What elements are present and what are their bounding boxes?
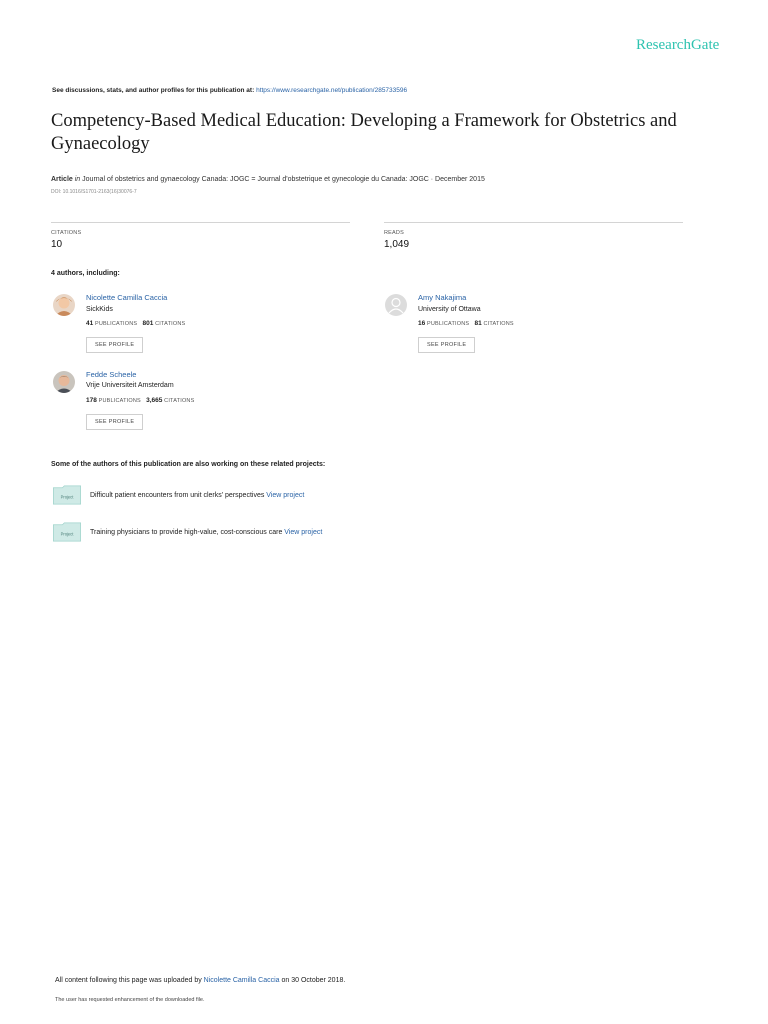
publication-url-link[interactable]: https://www.researchgate.net/publication/285733596 — [256, 87, 408, 94]
reads-value: 1,049 — [384, 239, 410, 250]
citations-count: 81 — [474, 320, 482, 327]
project-folder-icon — [51, 485, 83, 505]
author-counts — [86, 320, 185, 327]
author-name-link[interactable]: Fedde Scheele — [86, 370, 137, 379]
source-text: See discussions, stats, and author profiles for this publication at: — [52, 87, 255, 94]
author-name-link[interactable]: Nicolette Camilla Caccia — [86, 293, 168, 302]
article-title: Competency-Based Medical Education: Developing a Framework for Obstetrics and Gynaecology — [51, 111, 677, 154]
default-user-icon — [385, 294, 407, 316]
author-counts — [86, 397, 194, 404]
upload-text-after: on 30 October 2018. — [281, 977, 346, 984]
publications-label: PUBLICATIONS — [94, 321, 138, 327]
project-icon — [51, 485, 83, 510]
citations-divider — [51, 222, 350, 223]
publications-count: 16 — [418, 320, 426, 327]
author-counts — [418, 320, 514, 327]
article-meta — [51, 176, 485, 183]
project-title: Difficult patient encounters from unit clerks' perspectives — [90, 492, 265, 499]
projects-heading: Some of the authors of this publication are also working on these related projects: — [51, 461, 326, 468]
reads-label: READS — [384, 230, 404, 236]
researchgate-logo[interactable]: ResearchGate — [636, 37, 720, 53]
author-affiliation: Vrije Universiteit Amsterdam — [86, 382, 174, 389]
project-item — [90, 492, 304, 499]
project-title: Training physicians to provide high-value, cost-conscious care — [90, 529, 283, 536]
citations-label: CITATIONS — [155, 321, 186, 327]
citations-label: CITATIONS — [51, 230, 82, 236]
citations-label: CITATIONS — [164, 398, 195, 404]
project-icon-label: Project — [60, 494, 74, 500]
see-profile-button[interactable]: SEE PROFILE — [418, 337, 475, 353]
see-profile-button[interactable]: SEE PROFILE — [86, 414, 143, 430]
publications-label: PUBLICATIONS — [426, 321, 470, 327]
project-folder-icon — [51, 522, 83, 542]
citations-value: 10 — [51, 239, 63, 250]
author-avatar[interactable] — [53, 371, 75, 393]
project-item — [90, 529, 322, 536]
reads-divider — [384, 222, 683, 223]
author-affiliation: SickKids — [86, 306, 113, 313]
enhancement-note: The user has requested enhancement of the downloaded file. — [55, 997, 205, 1003]
publication-source-line — [52, 87, 407, 94]
author-avatar[interactable] — [53, 294, 75, 316]
author-photo-icon — [53, 294, 75, 316]
upload-text-before: All content following this page was uploaded by — [55, 977, 202, 984]
upload-notice — [55, 977, 345, 984]
journal-name: Journal of obstetrics and gynaecology Canada: JOGC = Journal d'obstetrique et gynecologie du Canada: JOGC · December 2015 — [82, 176, 485, 183]
view-project-link[interactable]: View project — [266, 492, 305, 499]
citations-label: CITATIONS — [483, 321, 514, 327]
publications-label: PUBLICATIONS — [98, 398, 141, 404]
publications-count: 178 — [86, 397, 97, 404]
citations-count: 3,665 — [146, 397, 163, 404]
see-profile-button[interactable]: SEE PROFILE — [86, 337, 143, 353]
uploader-link[interactable]: Nicolette Camilla Caccia — [203, 977, 280, 984]
article-in: in — [74, 176, 81, 183]
author-photo-icon — [53, 371, 75, 393]
authors-heading: 4 authors, including: — [51, 270, 120, 277]
citations-count: 801 — [142, 320, 154, 327]
author-avatar[interactable] — [385, 294, 407, 316]
publications-count: 41 — [86, 320, 94, 327]
author-affiliation: University of Ottawa — [418, 306, 481, 313]
article-doi: DOI: 10.1016/S1701-2163(16)30076-7 — [51, 189, 137, 195]
project-icon — [51, 522, 83, 547]
article-type: Article — [51, 176, 73, 183]
project-icon-label: Project — [60, 531, 74, 537]
author-name-link[interactable]: Amy Nakajima — [418, 293, 467, 302]
view-project-link[interactable]: View project — [284, 529, 323, 536]
